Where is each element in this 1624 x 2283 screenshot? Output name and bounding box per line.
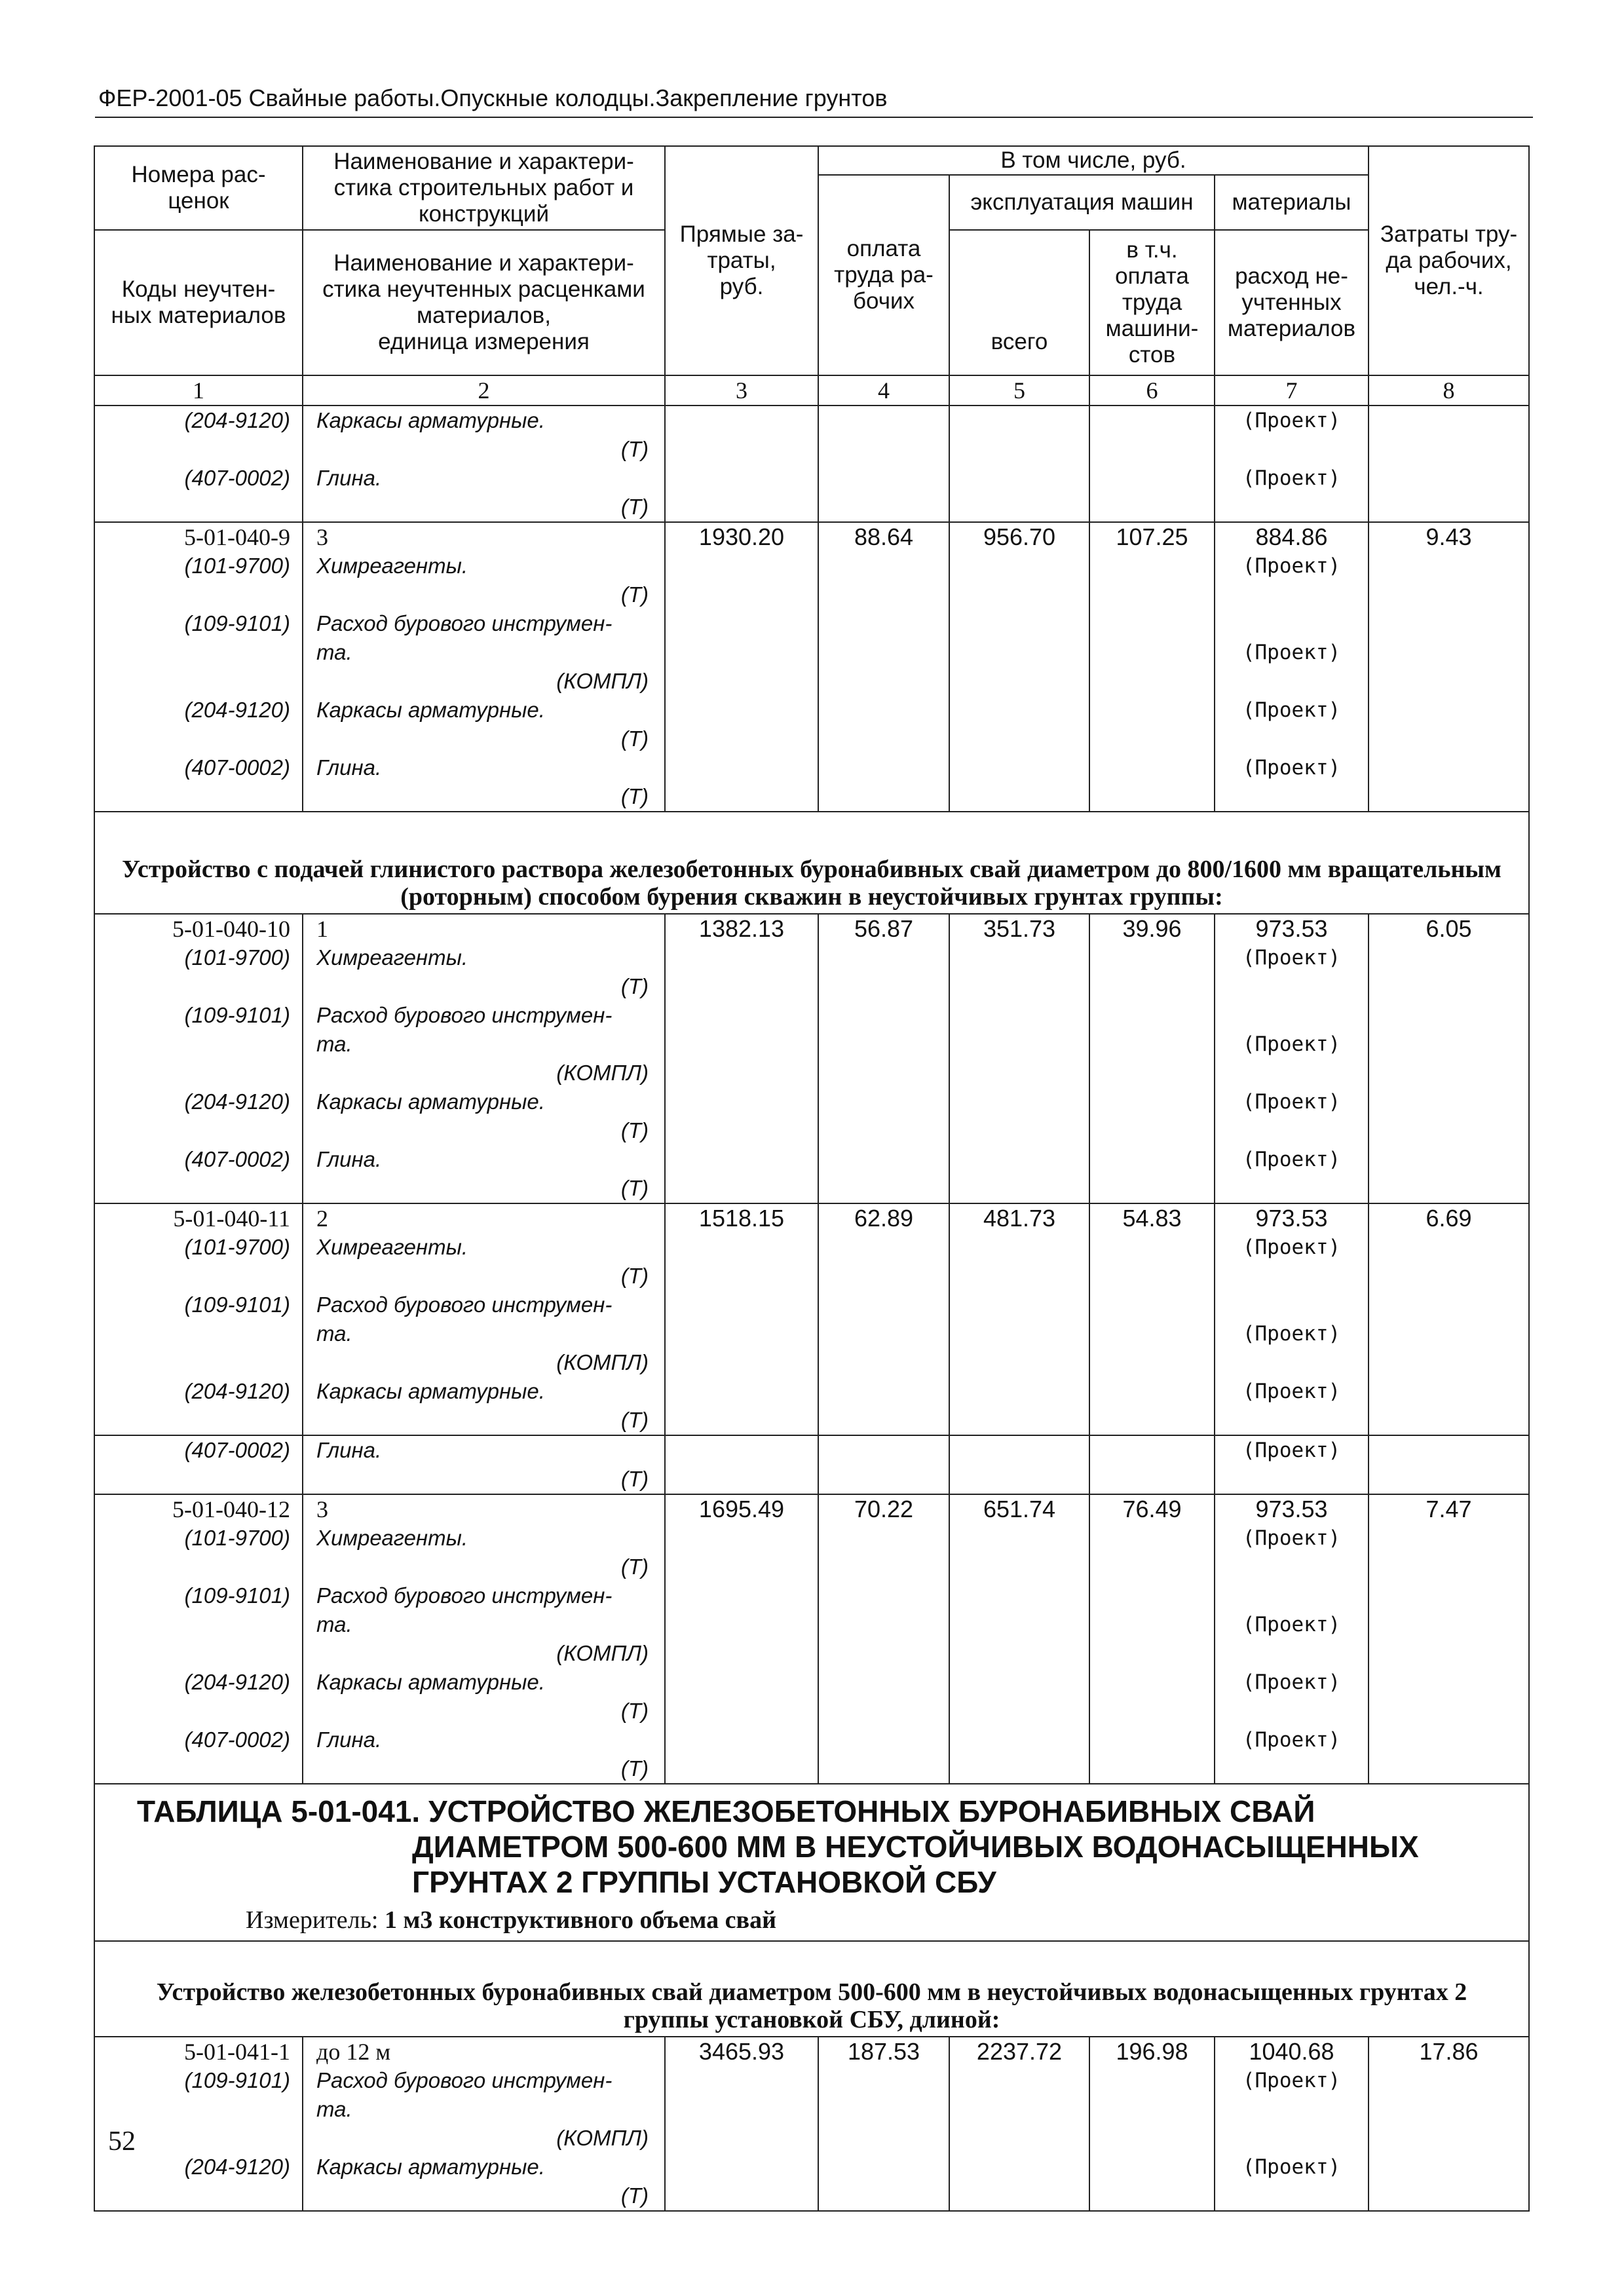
material-name: Глина.	[316, 1727, 382, 1752]
material-value: (Проект)	[1242, 2069, 1341, 2092]
machinist-value: 39.96	[1122, 915, 1182, 942]
group-title: Устройство с подачей глинистого раствора железобетонных буронабивных свай диаметром до 800/1600 мм вращательным (роторным) способом бурения скважин в неустойчивых грунтах группы:	[94, 812, 1529, 914]
rate-code: 5-01-040-11	[173, 1205, 290, 1232]
material-name: Расход бурового инструмен-	[316, 1003, 613, 1027]
header-machinist-wages: в т.ч. оплата труда машини- стов	[1089, 230, 1215, 375]
meter-value: 1 м3 конструктивного объема свай	[385, 1906, 776, 1934]
material-value: (Проект)	[1242, 641, 1341, 664]
material-unit: (Т)	[620, 726, 649, 751]
material-name: Глина.	[316, 466, 382, 490]
table-row	[94, 522, 1529, 812]
material-name: Каркасы арматурные.	[316, 1089, 545, 1114]
material-name: Расход бурового инструмен-	[316, 611, 613, 635]
direct-cost: 3465.93	[698, 2038, 785, 2065]
material-code: (407-0002)	[184, 755, 290, 780]
material-name: Каркасы арматурные.	[316, 408, 545, 432]
material-code: (204-9120)	[184, 408, 290, 432]
materials-cell	[1215, 2037, 1369, 2211]
table-header	[94, 146, 1529, 406]
column-number: 8	[1369, 375, 1529, 406]
header-materials: материалы	[1215, 175, 1369, 230]
material-unit: (КОМПЛ)	[556, 1350, 649, 1374]
name-cell	[303, 914, 665, 1203]
material-name: Расход бурового инструмен-	[316, 2068, 613, 2092]
material-code: (204-9120)	[184, 1379, 290, 1403]
material-name: Расход бурового инструмен-	[316, 1583, 613, 1608]
labor-value: 6.05	[1426, 915, 1472, 942]
material-unit: (КОМПЛ)	[556, 1641, 649, 1665]
table-title: ТАБЛИЦА 5-01-041. УСТРОЙСТВО ЖЕЛЕЗОБЕТОННЫХ БУРОНАБИВНЫХ СВАЙ ДИАМЕТРОМ 500-600 ММ В НЕУСТОЙЧИВЫХ ВОДОНАСЫЩЕННЫХ ГРУНТАХ 2 ГРУППЫ УСТАНОВКОЙ СБУ	[137, 1794, 1419, 1899]
name-cell	[303, 406, 665, 522]
column-number: 3	[665, 375, 818, 406]
material-name: Химреагенты.	[316, 1526, 468, 1550]
material-name: Химреагенты.	[316, 945, 468, 970]
header-including: В том числе, руб.	[818, 146, 1369, 175]
name-cell	[303, 522, 665, 812]
column-number: 2	[303, 375, 665, 406]
header-direct-costs: Прямые за- траты, руб.	[665, 146, 818, 375]
rate-name: 3	[316, 524, 328, 550]
material-code: (101-9700)	[184, 945, 290, 970]
material-unit: (Т)	[620, 784, 649, 808]
section-title-row	[94, 1941, 1529, 2037]
material-code: (109-9101)	[184, 1292, 290, 1317]
rate-name: 3	[316, 1496, 328, 1522]
name-cell	[303, 1435, 665, 1494]
table-title-row	[94, 1784, 1529, 1941]
table-row	[94, 1435, 1529, 1494]
rate-code: 5-01-040-10	[172, 916, 290, 942]
direct-cost: 1382.13	[698, 915, 785, 942]
material-unit: (Т)	[620, 582, 649, 607]
rate-code: 5-01-041-1	[184, 2039, 290, 2065]
wages-value: 88.64	[854, 523, 914, 550]
table-row	[94, 2037, 1529, 2211]
table-row	[94, 914, 1529, 1203]
material-value: (Проект)	[1242, 1439, 1341, 1462]
material-unit: (Т)	[620, 1467, 649, 1491]
material-code: (109-9101)	[184, 2068, 290, 2092]
header-wages: оплата труда ра- бочих	[818, 175, 949, 375]
column-numbers-row	[94, 375, 1529, 406]
materials-cell	[1215, 914, 1369, 1203]
code-cell	[94, 406, 303, 522]
wages-value: 56.87	[854, 915, 914, 942]
machinist-value: 54.83	[1122, 1205, 1182, 1232]
material-unit: (Т)	[620, 1176, 649, 1200]
material-name: Расход бурового инструмен-	[316, 1292, 613, 1317]
price-table	[94, 145, 1530, 2212]
material-unit: (Т)	[620, 437, 649, 461]
material-value: (Проект)	[1242, 1090, 1341, 1114]
section-title-row	[94, 812, 1529, 914]
code-cell	[94, 522, 303, 812]
material-value: (Проект)	[1242, 2155, 1341, 2179]
material-value: (Проект)	[1242, 1380, 1341, 1403]
material-code: (101-9700)	[184, 1526, 290, 1550]
material-unit: (Т)	[620, 2183, 649, 2208]
material-unit: (КОМПЛ)	[556, 1061, 649, 1085]
material-value: (Проект)	[1242, 756, 1341, 780]
material-unit: (Т)	[620, 1264, 649, 1288]
material-unit: (КОМПЛ)	[556, 669, 649, 693]
material-code: (204-9120)	[184, 1089, 290, 1114]
material-name: Каркасы арматурные.	[316, 698, 545, 722]
materials-cell	[1215, 406, 1369, 522]
materials-cell	[1215, 1494, 1369, 1784]
code-cell	[94, 1494, 303, 1784]
material-code: (109-9101)	[184, 1583, 290, 1608]
materials-value: 1040.68	[1249, 2038, 1334, 2065]
material-value: (Проект)	[1242, 1322, 1341, 1346]
labor-value: 7.47	[1426, 1496, 1472, 1522]
page-number: 52	[108, 2126, 136, 2157]
material-name-cont: та.	[316, 1321, 352, 1346]
machinist-value: 196.98	[1116, 2038, 1188, 2065]
materials-value: 973.53	[1255, 915, 1328, 942]
material-value: (Проект)	[1242, 466, 1341, 490]
direct-cost: 1518.15	[698, 1205, 785, 1232]
header-rule	[95, 117, 1533, 118]
header-name-top: Наименование и характери- стика строительных работ и конструкций	[303, 146, 665, 230]
name-cell	[303, 1203, 665, 1435]
material-value: (Проект)	[1242, 554, 1341, 578]
group-title: Устройство железобетонных буронабивных свай диаметром 500-600 мм в неустойчивых водонасыщенных грунтах 2 группы установкой СБУ, длиной:	[94, 1941, 1529, 2037]
meter-label: Измеритель:	[246, 1906, 379, 1934]
material-code: (407-0002)	[184, 1438, 290, 1462]
material-name: Глина.	[316, 755, 382, 780]
materials-value: 884.86	[1255, 523, 1328, 550]
code-cell	[94, 914, 303, 1203]
column-number: 1	[94, 375, 303, 406]
machines-value: 351.73	[983, 915, 1056, 942]
material-unit: (Т)	[620, 1699, 649, 1723]
machines-value: 651.74	[983, 1496, 1056, 1522]
material-code: (101-9700)	[184, 554, 290, 578]
material-name: Глина.	[316, 1438, 382, 1462]
material-unit: (Т)	[620, 1555, 649, 1579]
table-row	[94, 1203, 1529, 1435]
header-code-bottom: Коды неучтен- ных материалов	[94, 230, 303, 375]
material-code: (407-0002)	[184, 466, 290, 490]
material-code: (101-9700)	[184, 1235, 290, 1259]
wages-value: 62.89	[854, 1205, 914, 1232]
name-cell	[303, 2037, 665, 2211]
material-name: Каркасы арматурные.	[316, 1670, 545, 1694]
wages-value: 187.53	[847, 2038, 920, 2065]
material-name: Каркасы арматурные.	[316, 1379, 545, 1403]
machinist-value: 76.49	[1122, 1496, 1182, 1522]
material-unit: (Т)	[620, 974, 649, 998]
material-code: (204-9120)	[184, 1670, 290, 1694]
header-machines-total: всего	[949, 230, 1089, 375]
column-number: 6	[1089, 375, 1215, 406]
direct-cost: 1930.20	[698, 523, 785, 550]
material-value: (Проект)	[1242, 1032, 1341, 1056]
materials-cell	[1215, 1203, 1369, 1435]
machines-value: 481.73	[983, 1205, 1056, 1232]
material-value: (Проект)	[1242, 1670, 1341, 1694]
material-name-cont: та.	[316, 640, 352, 664]
wages-value: 70.22	[854, 1496, 914, 1522]
header-machines: эксплуатация машин	[949, 175, 1215, 230]
rate-name: 1	[316, 916, 328, 942]
header-code-top: Номера рас- ценок	[94, 146, 303, 230]
material-name-cont: та.	[316, 1032, 352, 1056]
direct-cost: 1695.49	[698, 1496, 785, 1522]
material-unit: (КОМПЛ)	[556, 2126, 649, 2150]
material-value: (Проект)	[1242, 1148, 1341, 1171]
material-unit: (Т)	[620, 1408, 649, 1432]
material-code: (204-9120)	[184, 698, 290, 722]
header-labor: Затраты тру- да рабочих, чел.-ч.	[1369, 146, 1529, 375]
material-name: Глина.	[316, 1147, 382, 1171]
materials-value: 973.53	[1255, 1205, 1328, 1232]
material-name-cont: та.	[316, 1612, 352, 1636]
code-cell	[94, 1435, 303, 1494]
labor-value: 17.86	[1419, 2038, 1479, 2065]
rate-code: 5-01-040-9	[184, 524, 290, 550]
meter-line	[95, 1902, 1528, 1940]
machinist-value: 107.25	[1116, 523, 1188, 550]
material-name: Химреагенты.	[316, 554, 468, 578]
column-number: 5	[949, 375, 1089, 406]
running-header: ФЕР-2001-05 Свайные работы.Опускные колодцы.Закрепление грунтов	[98, 85, 888, 111]
rate-code: 5-01-040-12	[172, 1496, 290, 1522]
table-row	[94, 406, 1529, 522]
column-number: 7	[1215, 375, 1369, 406]
material-value: (Проект)	[1242, 946, 1341, 970]
material-name: Каркасы арматурные.	[316, 2155, 545, 2179]
material-code: (407-0002)	[184, 1727, 290, 1752]
machines-value: 2237.72	[976, 2038, 1063, 2065]
header-materials-unaccounted: расход не- учтенных материалов	[1215, 230, 1369, 375]
code-cell	[94, 2037, 303, 2211]
materials-cell	[1215, 522, 1369, 812]
material-value: (Проект)	[1242, 1613, 1341, 1636]
table-title-cell	[94, 1784, 1529, 1941]
material-name: Химреагенты.	[316, 1235, 468, 1259]
labor-value: 9.43	[1426, 523, 1472, 550]
materials-value: 973.53	[1255, 1496, 1328, 1522]
material-code: (109-9101)	[184, 1003, 290, 1027]
material-value: (Проект)	[1242, 698, 1341, 722]
code-cell	[94, 1203, 303, 1435]
column-number: 4	[818, 375, 949, 406]
material-value: (Проект)	[1242, 1526, 1341, 1550]
material-value: (Проект)	[1242, 1728, 1341, 1752]
rate-name: до 12 м	[316, 2039, 391, 2065]
name-cell	[303, 1494, 665, 1784]
material-name-cont: та.	[316, 2097, 352, 2121]
rate-name: 2	[316, 1205, 328, 1232]
material-unit: (Т)	[620, 495, 649, 519]
material-unit: (Т)	[620, 1118, 649, 1142]
machines-value: 956.70	[983, 523, 1056, 550]
material-value: (Проект)	[1242, 1236, 1341, 1259]
header-name-bottom: Наименование и характери- стика неучтенных расценками материалов, единица измерения	[303, 230, 665, 375]
table-row	[94, 1494, 1529, 1784]
material-value: (Проект)	[1242, 409, 1341, 432]
material-code: (204-9120)	[184, 2155, 290, 2179]
material-code: (109-9101)	[184, 611, 290, 635]
labor-value: 6.69	[1426, 1205, 1472, 1232]
materials-cell	[1215, 1435, 1369, 1494]
material-code: (407-0002)	[184, 1147, 290, 1171]
material-unit: (Т)	[620, 1756, 649, 1781]
